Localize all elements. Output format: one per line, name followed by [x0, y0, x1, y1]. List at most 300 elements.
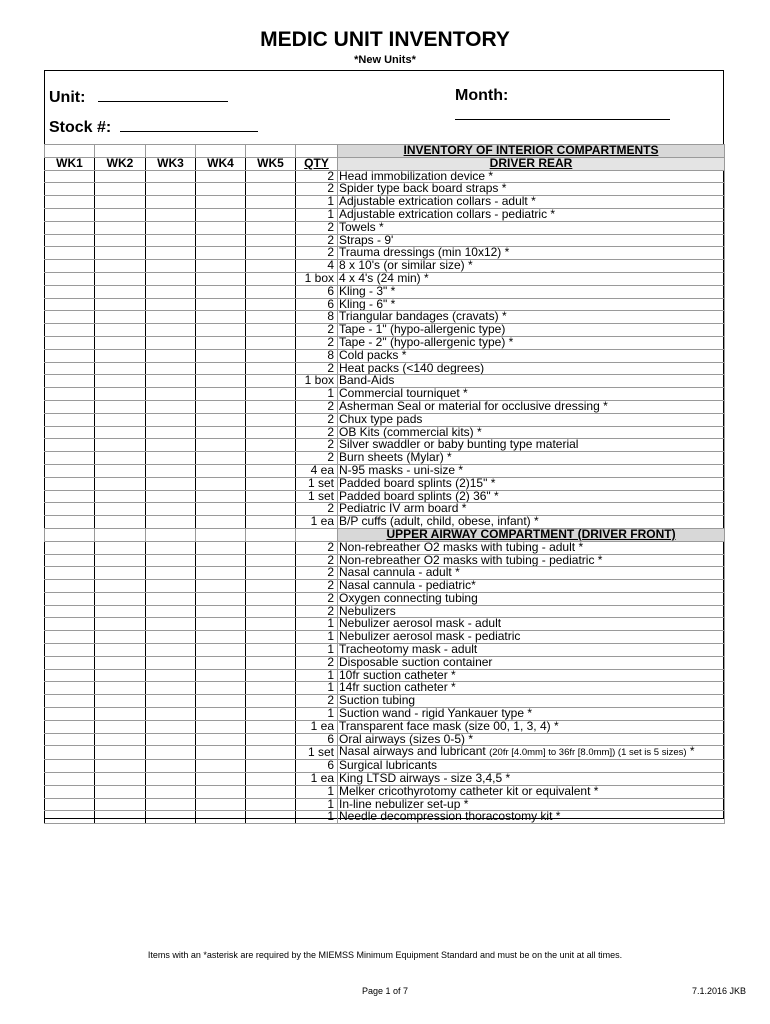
row-wk5-checkbox[interactable] [246, 567, 296, 580]
row-wk1-checkbox[interactable] [45, 644, 95, 657]
row-wk1-checkbox[interactable] [45, 336, 95, 349]
row-wk5-checkbox[interactable] [246, 580, 296, 593]
item-name: Straps - 9' [339, 234, 394, 247]
page-subtitle: *New Units* [354, 54, 416, 66]
row-wk4-checkbox[interactable] [196, 439, 246, 452]
row-wk4-checkbox[interactable] [196, 682, 246, 695]
row-wk3-checkbox[interactable] [146, 426, 196, 439]
row-wk1-checkbox[interactable] [45, 426, 95, 439]
row-wk5-checkbox[interactable] [246, 208, 296, 221]
row-wk1-checkbox[interactable] [45, 708, 95, 721]
row-wk2-checkbox[interactable] [95, 554, 146, 567]
row-wk5-checkbox[interactable] [246, 708, 296, 721]
row-wk4-checkbox[interactable] [196, 541, 246, 554]
row-wk4-checkbox[interactable] [196, 567, 246, 580]
row-wk5-checkbox[interactable] [246, 439, 296, 452]
row-wk2-checkbox[interactable] [95, 272, 146, 285]
row-wk1-checkbox[interactable] [45, 208, 95, 221]
row-wk2-checkbox[interactable] [95, 349, 146, 362]
item-name: Trauma dressings (min 10x12) * [339, 246, 510, 260]
row-wk1-checkbox[interactable] [45, 592, 95, 605]
row-wk2-checkbox[interactable] [95, 247, 146, 260]
item-description [338, 490, 725, 503]
row-wk1-checkbox[interactable] [45, 311, 95, 324]
row-wk1-checkbox[interactable] [45, 503, 95, 516]
row-wk3-checkbox[interactable] [146, 336, 196, 349]
row-wk3-checkbox[interactable] [146, 773, 196, 786]
row-wk3-checkbox[interactable] [146, 618, 196, 631]
row-wk4-checkbox[interactable] [196, 349, 246, 362]
column-header-wk1: WK1 [45, 157, 95, 170]
row-wk1-checkbox[interactable] [45, 760, 95, 773]
row-wk1-checkbox[interactable] [45, 811, 95, 824]
row-wk4-checkbox[interactable] [196, 208, 246, 221]
row-wk2-checkbox[interactable] [95, 580, 146, 593]
row-wk5-checkbox[interactable] [246, 170, 296, 183]
row-wk3-checkbox[interactable] [146, 247, 196, 260]
row-wk4-checkbox[interactable] [196, 183, 246, 196]
row-wk2-checkbox[interactable] [95, 362, 146, 375]
row-wk3-checkbox[interactable] [146, 644, 196, 657]
quantity-cell: 2 [296, 580, 338, 593]
row-wk1-checkbox[interactable] [45, 656, 95, 669]
row-wk1-checkbox[interactable] [45, 183, 95, 196]
row-wk5-checkbox[interactable] [246, 234, 296, 247]
row-wk4-checkbox[interactable] [196, 413, 246, 426]
quantity-cell: 2 [296, 400, 338, 413]
row-wk3-checkbox[interactable] [146, 388, 196, 401]
row-wk4-checkbox[interactable] [196, 708, 246, 721]
row-wk1-checkbox[interactable] [45, 272, 95, 285]
row-wk3-checkbox[interactable] [146, 349, 196, 362]
row-wk4-checkbox[interactable] [196, 272, 246, 285]
row-wk2-checkbox[interactable] [95, 785, 146, 798]
row-wk4-checkbox[interactable] [196, 669, 246, 682]
row-wk2-checkbox[interactable] [95, 426, 146, 439]
row-wk1-checkbox[interactable] [45, 439, 95, 452]
row-wk3-checkbox[interactable] [146, 260, 196, 273]
row-wk1-checkbox[interactable] [45, 682, 95, 695]
row-wk5-checkbox[interactable] [246, 746, 296, 760]
unit-label: Unit: [49, 89, 86, 106]
row-wk2-checkbox[interactable] [95, 439, 146, 452]
row-wk2-checkbox[interactable] [95, 567, 146, 580]
row-wk2-checkbox[interactable] [95, 260, 146, 273]
row-wk5-checkbox[interactable] [246, 773, 296, 786]
row-wk2-checkbox[interactable] [95, 733, 146, 746]
row-wk2-checkbox[interactable] [95, 311, 146, 324]
stock-blank-line[interactable] [120, 117, 258, 132]
row-wk3-checkbox[interactable] [146, 208, 196, 221]
item-name: Chux type pads [339, 413, 423, 426]
row-wk2-checkbox[interactable] [95, 477, 146, 490]
row-wk1-checkbox[interactable] [45, 285, 95, 298]
row-wk4-checkbox[interactable] [196, 644, 246, 657]
item-description [338, 413, 725, 426]
row-wk5-checkbox[interactable] [246, 311, 296, 324]
item-description [338, 503, 725, 516]
row-wk2-checkbox[interactable] [95, 285, 146, 298]
item-description [338, 516, 725, 529]
row-wk1-checkbox[interactable] [45, 773, 95, 786]
row-wk5-checkbox[interactable] [246, 452, 296, 465]
row-wk1-checkbox[interactable] [45, 720, 95, 733]
row-wk1-checkbox[interactable] [45, 618, 95, 631]
header-spacer-cell [45, 145, 95, 158]
row-wk1-checkbox[interactable] [45, 362, 95, 375]
row-wk4-checkbox[interactable] [196, 760, 246, 773]
row-wk5-checkbox[interactable] [246, 260, 296, 273]
row-wk4-checkbox[interactable] [196, 580, 246, 593]
row-wk1-checkbox[interactable] [45, 669, 95, 682]
item-name: Silver swaddler or baby bunting type material [339, 438, 579, 452]
row-wk3-checkbox[interactable] [146, 785, 196, 798]
row-wk5-checkbox[interactable] [246, 760, 296, 773]
row-wk3-checkbox[interactable] [146, 298, 196, 311]
row-wk4-checkbox[interactable] [196, 324, 246, 337]
month-blank-line[interactable] [455, 105, 670, 120]
row-wk4-checkbox[interactable] [196, 695, 246, 708]
row-wk2-checkbox[interactable] [95, 773, 146, 786]
row-wk5-checkbox[interactable] [246, 324, 296, 337]
row-wk5-checkbox[interactable] [246, 785, 296, 798]
stock-field[interactable] [49, 117, 258, 137]
item-description [338, 349, 725, 362]
row-wk1-checkbox[interactable] [45, 733, 95, 746]
row-wk3-checkbox[interactable] [146, 439, 196, 452]
row-wk2-checkbox[interactable] [95, 631, 146, 644]
quantity-cell: 2 [296, 234, 338, 247]
row-wk3-checkbox[interactable] [146, 554, 196, 567]
row-wk5-checkbox[interactable] [246, 196, 296, 209]
row-wk4-checkbox[interactable] [196, 631, 246, 644]
row-wk5-checkbox[interactable] [246, 516, 296, 529]
row-wk1-checkbox[interactable] [45, 490, 95, 503]
quantity-cell: 2 [296, 426, 338, 439]
row-wk5-checkbox[interactable] [246, 362, 296, 375]
row-wk2-checkbox[interactable] [95, 208, 146, 221]
row-wk3-checkbox[interactable] [146, 811, 196, 824]
row-wk1-checkbox[interactable] [45, 452, 95, 465]
row-wk3-checkbox[interactable] [146, 592, 196, 605]
row-wk3-checkbox[interactable] [146, 798, 196, 811]
row-wk4-checkbox[interactable] [196, 773, 246, 786]
row-wk5-checkbox[interactable] [246, 695, 296, 708]
unit-blank-line[interactable] [98, 87, 228, 102]
row-wk3-checkbox[interactable] [146, 708, 196, 721]
row-wk4-checkbox[interactable] [196, 554, 246, 567]
inventory-row [45, 349, 725, 362]
row-wk2-checkbox[interactable] [95, 618, 146, 631]
row-wk1-checkbox[interactable] [45, 196, 95, 209]
row-wk5-checkbox[interactable] [246, 183, 296, 196]
row-wk3-checkbox[interactable] [146, 580, 196, 593]
row-wk1-checkbox[interactable] [45, 695, 95, 708]
row-wk1-checkbox[interactable] [45, 785, 95, 798]
item-description [338, 785, 725, 798]
row-wk1-checkbox[interactable] [45, 580, 95, 593]
row-wk3-checkbox[interactable] [146, 516, 196, 529]
row-wk4-checkbox[interactable] [196, 592, 246, 605]
row-wk3-checkbox[interactable] [146, 311, 196, 324]
row-wk5-checkbox[interactable] [246, 298, 296, 311]
item-description [338, 388, 725, 401]
row-wk5-checkbox[interactable] [246, 285, 296, 298]
row-wk3-checkbox[interactable] [146, 541, 196, 554]
row-wk2-checkbox[interactable] [95, 516, 146, 529]
row-wk5-checkbox[interactable] [246, 720, 296, 733]
row-wk5-checkbox[interactable] [246, 631, 296, 644]
row-wk2-checkbox[interactable] [95, 400, 146, 413]
row-wk4-checkbox[interactable] [196, 516, 246, 529]
row-wk3-checkbox[interactable] [146, 656, 196, 669]
row-wk5-checkbox[interactable] [246, 669, 296, 682]
row-wk5-checkbox[interactable] [246, 477, 296, 490]
row-wk5-checkbox[interactable] [246, 349, 296, 362]
row-wk5-checkbox[interactable] [246, 413, 296, 426]
row-wk2-checkbox[interactable] [95, 656, 146, 669]
row-wk1-checkbox[interactable] [45, 516, 95, 529]
row-wk3-checkbox[interactable] [146, 605, 196, 618]
row-wk5-checkbox[interactable] [246, 336, 296, 349]
quantity-cell: 1 [296, 618, 338, 631]
row-wk5-checkbox[interactable] [246, 464, 296, 477]
row-wk1-checkbox[interactable] [45, 349, 95, 362]
row-wk3-checkbox[interactable] [146, 746, 196, 760]
row-wk4-checkbox[interactable] [196, 336, 246, 349]
row-wk3-checkbox[interactable] [146, 452, 196, 465]
quantity-cell: 2 [296, 656, 338, 669]
row-wk4-checkbox[interactable] [196, 733, 246, 746]
row-wk5-checkbox[interactable] [246, 375, 296, 388]
row-wk3-checkbox[interactable] [146, 234, 196, 247]
row-wk3-checkbox[interactable] [146, 567, 196, 580]
row-wk2-checkbox[interactable] [95, 375, 146, 388]
row-wk1-checkbox[interactable] [45, 234, 95, 247]
section-title-row [45, 528, 725, 541]
row-wk3-checkbox[interactable] [146, 631, 196, 644]
row-wk2-checkbox[interactable] [95, 196, 146, 209]
row-wk2-checkbox[interactable] [95, 183, 146, 196]
row-wk1-checkbox[interactable] [45, 400, 95, 413]
row-wk3-checkbox[interactable] [146, 760, 196, 773]
row-wk1-checkbox[interactable] [45, 746, 95, 760]
header-spacer-cell [196, 145, 246, 158]
row-wk5-checkbox[interactable] [246, 247, 296, 260]
inventory-row [45, 324, 725, 337]
row-wk1-checkbox[interactable] [45, 298, 95, 311]
row-wk1-checkbox[interactable] [45, 324, 95, 337]
row-wk4-checkbox[interactable] [196, 375, 246, 388]
quantity-cell: 2 [296, 695, 338, 708]
row-wk5-checkbox[interactable] [246, 490, 296, 503]
row-wk4-checkbox[interactable] [196, 490, 246, 503]
row-wk4-checkbox[interactable] [196, 196, 246, 209]
row-wk4-checkbox[interactable] [196, 170, 246, 183]
row-wk3-checkbox[interactable] [146, 503, 196, 516]
row-wk3-checkbox[interactable] [146, 196, 196, 209]
row-wk4-checkbox[interactable] [196, 798, 246, 811]
item-description [338, 631, 725, 644]
unit-field[interactable] [49, 87, 228, 107]
row-wk3-checkbox[interactable] [146, 477, 196, 490]
row-wk1-checkbox[interactable] [45, 605, 95, 618]
row-wk2-checkbox[interactable] [95, 682, 146, 695]
row-wk5-checkbox[interactable] [246, 733, 296, 746]
quantity-cell: 1 set [296, 477, 338, 490]
row-wk2-checkbox[interactable] [95, 760, 146, 773]
row-wk2-checkbox[interactable] [95, 221, 146, 234]
row-wk2-checkbox[interactable] [95, 234, 146, 247]
row-wk4-checkbox[interactable] [196, 221, 246, 234]
row-wk2-checkbox[interactable] [95, 452, 146, 465]
row-wk2-checkbox[interactable] [95, 746, 146, 760]
row-wk3-checkbox[interactable] [146, 400, 196, 413]
row-wk3-checkbox[interactable] [146, 183, 196, 196]
row-wk3-checkbox[interactable] [146, 682, 196, 695]
row-wk4-checkbox[interactable] [196, 618, 246, 631]
row-wk5-checkbox[interactable] [246, 272, 296, 285]
month-field[interactable] [455, 87, 723, 125]
item-name: Padded board splints (2)15" * [339, 477, 496, 490]
row-wk3-checkbox[interactable] [146, 272, 196, 285]
row-wk1-checkbox[interactable] [45, 260, 95, 273]
row-wk4-checkbox[interactable] [196, 400, 246, 413]
row-wk1-checkbox[interactable] [45, 375, 95, 388]
row-wk5-checkbox[interactable] [246, 592, 296, 605]
row-wk4-checkbox[interactable] [196, 746, 246, 760]
row-wk4-checkbox[interactable] [196, 260, 246, 273]
quantity-cell: 1 box [296, 272, 338, 285]
row-wk1-checkbox[interactable] [45, 798, 95, 811]
row-wk2-checkbox[interactable] [95, 170, 146, 183]
row-wk3-checkbox[interactable] [146, 669, 196, 682]
row-wk4-checkbox[interactable] [196, 388, 246, 401]
row-wk5-checkbox[interactable] [246, 541, 296, 554]
row-wk2-checkbox[interactable] [95, 720, 146, 733]
row-wk1-checkbox[interactable] [45, 221, 95, 234]
row-wk3-checkbox[interactable] [146, 170, 196, 183]
row-wk4-checkbox[interactable] [196, 298, 246, 311]
row-wk3-checkbox[interactable] [146, 362, 196, 375]
row-wk3-checkbox[interactable] [146, 285, 196, 298]
row-wk2-checkbox[interactable] [95, 388, 146, 401]
row-wk2-checkbox[interactable] [95, 413, 146, 426]
row-wk4-checkbox[interactable] [196, 464, 246, 477]
row-wk3-checkbox[interactable] [146, 490, 196, 503]
row-wk1-checkbox[interactable] [45, 541, 95, 554]
inventory-row [45, 336, 725, 349]
item-name: Transparent face mask (size 00, 1, 3, 4) * [339, 720, 559, 733]
row-wk5-checkbox[interactable] [246, 644, 296, 657]
row-wk1-checkbox[interactable] [45, 464, 95, 477]
row-wk2-checkbox[interactable] [95, 336, 146, 349]
row-wk3-checkbox[interactable] [146, 375, 196, 388]
row-wk4-checkbox[interactable] [196, 503, 246, 516]
row-wk5-checkbox[interactable] [246, 426, 296, 439]
row-wk4-checkbox[interactable] [196, 656, 246, 669]
row-wk4-checkbox[interactable] [196, 720, 246, 733]
row-wk4-checkbox[interactable] [196, 285, 246, 298]
row-wk1-checkbox[interactable] [45, 170, 95, 183]
row-wk5-checkbox[interactable] [246, 656, 296, 669]
row-wk4-checkbox[interactable] [196, 247, 246, 260]
inventory-row [45, 426, 725, 439]
row-wk4-checkbox[interactable] [196, 811, 246, 824]
row-wk1-checkbox[interactable] [45, 554, 95, 567]
row-wk4-checkbox[interactable] [196, 452, 246, 465]
row-wk1-checkbox[interactable] [45, 247, 95, 260]
item-name: Oxygen connecting tubing [339, 592, 478, 605]
row-wk2-checkbox[interactable] [95, 644, 146, 657]
row-wk1-checkbox[interactable] [45, 631, 95, 644]
row-wk5-checkbox[interactable] [246, 811, 296, 824]
row-wk5-checkbox[interactable] [246, 618, 296, 631]
quantity-cell: 8 [296, 311, 338, 324]
row-wk2-checkbox[interactable] [95, 811, 146, 824]
row-wk3-checkbox[interactable] [146, 324, 196, 337]
row-wk1-checkbox[interactable] [45, 388, 95, 401]
row-wk4-checkbox[interactable] [196, 785, 246, 798]
row-wk2-checkbox[interactable] [95, 592, 146, 605]
row-wk2-checkbox[interactable] [95, 695, 146, 708]
row-wk4-checkbox[interactable] [196, 362, 246, 375]
row-wk1-checkbox[interactable] [45, 413, 95, 426]
inventory-row [45, 234, 725, 247]
item-name: Nasal cannula - adult * [339, 566, 460, 580]
row-wk3-checkbox[interactable] [146, 464, 196, 477]
row-wk2-checkbox[interactable] [95, 503, 146, 516]
item-name: N-95 masks - uni-size * [339, 464, 464, 477]
inventory-row [45, 773, 725, 786]
item-description [338, 746, 725, 760]
row-wk2-checkbox[interactable] [95, 669, 146, 682]
row-wk2-checkbox[interactable] [95, 798, 146, 811]
row-wk5-checkbox[interactable] [246, 554, 296, 567]
inventory-row [45, 631, 725, 644]
row-wk2-checkbox[interactable] [95, 708, 146, 721]
row-wk5-checkbox[interactable] [246, 605, 296, 618]
row-wk5-checkbox[interactable] [246, 503, 296, 516]
row-wk3-checkbox[interactable] [146, 695, 196, 708]
quantity-cell: 2 [296, 452, 338, 465]
row-wk5-checkbox[interactable] [246, 798, 296, 811]
row-wk3-checkbox[interactable] [146, 733, 196, 746]
row-wk5-checkbox[interactable] [246, 682, 296, 695]
row-wk3-checkbox[interactable] [146, 413, 196, 426]
row-wk1-checkbox[interactable] [45, 477, 95, 490]
row-wk1-checkbox[interactable] [45, 567, 95, 580]
row-wk2-checkbox[interactable] [95, 464, 146, 477]
row-wk4-checkbox[interactable] [196, 477, 246, 490]
row-wk2-checkbox[interactable] [95, 298, 146, 311]
page-number: Page 1 of 7 [361, 986, 409, 996]
row-wk4-checkbox[interactable] [196, 426, 246, 439]
row-wk2-checkbox[interactable] [95, 541, 146, 554]
item-name: OB Kits (commercial kits) * [339, 426, 482, 439]
row-wk3-checkbox[interactable] [146, 720, 196, 733]
row-wk5-checkbox[interactable] [246, 221, 296, 234]
row-wk4-checkbox[interactable] [196, 605, 246, 618]
row-wk2-checkbox[interactable] [95, 605, 146, 618]
row-wk4-checkbox[interactable] [196, 311, 246, 324]
row-wk4-checkbox[interactable] [196, 234, 246, 247]
row-wk5-checkbox[interactable] [246, 400, 296, 413]
row-wk5-checkbox[interactable] [246, 388, 296, 401]
row-wk2-checkbox[interactable] [95, 324, 146, 337]
row-wk3-checkbox[interactable] [146, 221, 196, 234]
row-wk2-checkbox[interactable] [95, 490, 146, 503]
